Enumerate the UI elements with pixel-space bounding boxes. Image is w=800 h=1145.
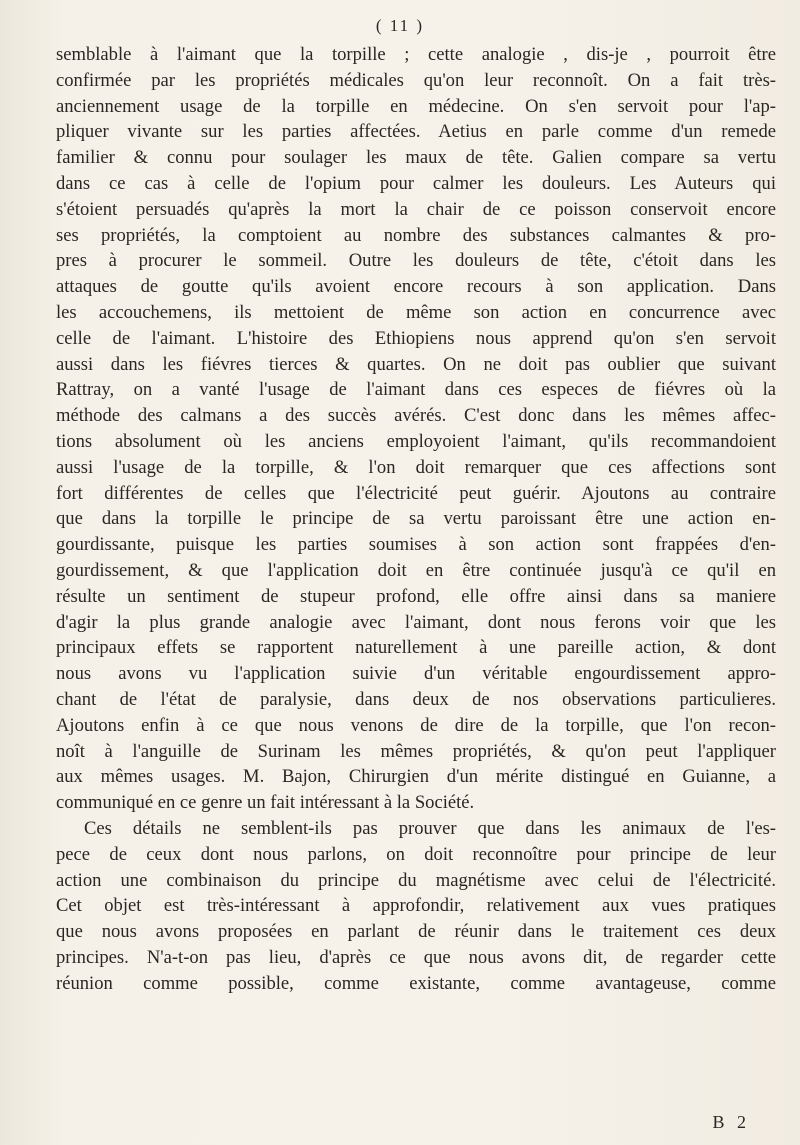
- text-line: noît à l'anguille de Surinam les mêmes propriétés, & qu'on peut l'appliquer: [56, 740, 776, 762]
- paragraph-2: [56, 816, 776, 997]
- text-line: réunion comme possible, comme existante, comme avantageuse, comme: [56, 972, 776, 994]
- text-line: semblable à l'aimant que la torpille ; cette analogie , dis-je , pourroit être: [56, 44, 776, 65]
- text-line: attaques de goutte qu'ils avoient encore recours à son application. Dans: [56, 276, 776, 298]
- text-line: principaux effets se rapportent naturellement à une pareille action, & dont: [56, 637, 776, 659]
- text-line: pece de ceux dont nous parlons, on doit reconnoître pour principe de leur: [56, 843, 776, 865]
- text-line: familier & connu pour soulager les maux de tête. Galien compare sa vertu: [56, 147, 776, 169]
- text-line: méthode des calmans a des succès avérés. C'est donc dans les mêmes affec-: [56, 405, 776, 427]
- text-line: fort différentes de celles que l'électricité peut guérir. Ajoutons au contraire: [56, 482, 776, 504]
- text-line: dans ce cas à celle de l'opium pour calmer les douleurs. Les Auteurs qui: [56, 172, 776, 194]
- text-line: que dans la torpille le principe de sa vertu paroissant être une action en-: [56, 508, 776, 530]
- text-line: Ajoutons enfin à ce que nous venons de dire de la torpille, que l'on recon-: [56, 714, 776, 736]
- text-line: les accouchemens, ils mettoient de même son action en concurrence avec: [56, 301, 776, 323]
- text-line: pres à procurer le sommeil. Outre les douleurs de tête, c'étoit dans les: [56, 250, 776, 272]
- text-line: anciennement usage de la torpille en médecine. On s'en servoit pour l'ap-: [56, 95, 776, 117]
- text-line: pliquer vivante sur les parties affectées. Aetius en parle comme d'un remede: [56, 121, 776, 143]
- text-line: Cet objet est très-intéressant à approfondir, relativement aux vues pratiques: [56, 895, 776, 917]
- text-line: action une combinaison du principe du magnétisme avec celui de l'électricité.: [56, 869, 776, 891]
- text-line: confirmée par les propriétés médicales qu'on leur reconnoît. On a fait très-: [56, 69, 776, 91]
- text-line: gourdissante, puisque les parties soumises à son action sont frappées d'en-: [56, 534, 776, 556]
- text-line: gourdissement, & que l'application doit en être continuée jusqu'à ce qu'il en: [56, 559, 776, 581]
- text-line: aux mêmes usages. M. Bajon, Chirurgien d'un mérite distingué en Guianne, a: [56, 766, 776, 788]
- text-line: Rattray, on a vanté l'usage de l'aimant dans ces especes de fiévres où la: [56, 379, 776, 401]
- text-line: aussi l'usage de la torpille, & l'on doit remarquer que ces affections sont: [56, 456, 776, 478]
- paragraph-1: [56, 42, 776, 816]
- text-line: tions absolument où les anciens employoient l'aimant, qu'ils recommandoient: [56, 430, 776, 452]
- text-line: chant de l'état de paralysie, dans deux de nos observations particulieres.: [56, 688, 776, 710]
- text-line: résulte un sentiment de stupeur profond, elle offre ainsi dans sa maniere: [56, 585, 776, 607]
- text-line: nous avons vu l'application suivie d'un véritable engourdissement appro-: [56, 663, 776, 685]
- text-line: que nous avons proposées en parlant de réunir dans le traitement ces deux: [56, 921, 776, 943]
- text-line: d'agir la plus grande analogie avec l'aimant, dont nous ferons voir que les: [56, 611, 776, 633]
- text-line: ses propriétés, la comptoient au nombre des substances calmantes & pro-: [56, 224, 776, 246]
- body-text: [56, 42, 776, 996]
- text-line: s'étoient persuadés qu'après la mort la chair de ce poisson conservoit encore: [56, 198, 776, 220]
- text-line: communiqué en ce genre un fait intéressant à la Société.: [56, 792, 475, 814]
- text-line: aussi dans les fiévres tierces & quartes. On ne doit pas oublier que suivant: [56, 353, 776, 375]
- signature-mark: B 2: [712, 1112, 750, 1132]
- page-number: ( 11 ): [375, 16, 425, 35]
- text-line: celle de l'aimant. L'histoire des Ethiopiens nous apprend qu'on s'en servoit: [56, 327, 776, 349]
- text-line: principes. N'a-t-on pas lieu, d'après ce que nous avons dit, de regarder cette: [56, 946, 776, 968]
- text-line: Ces détails ne semblent-ils pas prouver que dans les animaux de l'es-: [84, 817, 776, 839]
